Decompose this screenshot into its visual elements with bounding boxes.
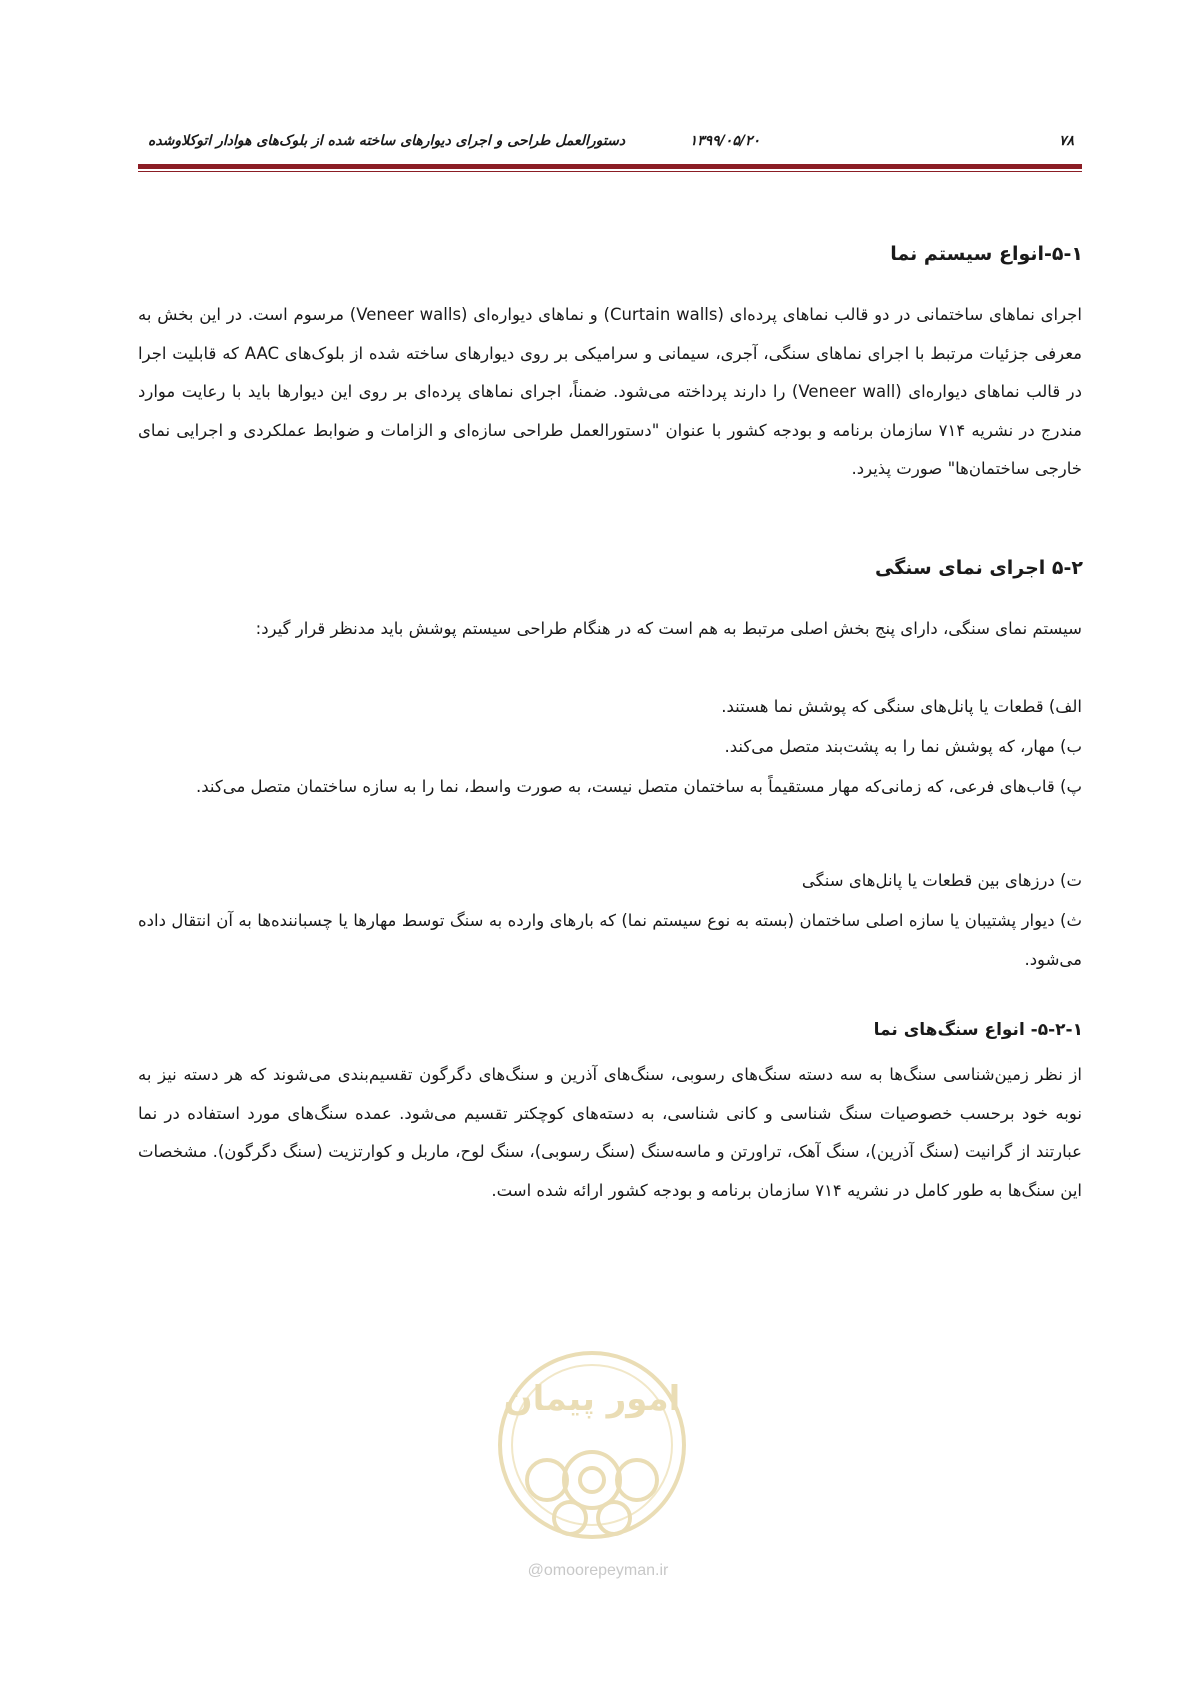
header-rule xyxy=(138,164,1082,169)
list-item-alef: الف) قطعات یا پانل‌های سنگی که پوشش نما هستند. xyxy=(721,697,1082,716)
header-date: ۱۳۹۹/۰۵/۲۰ xyxy=(689,133,760,149)
page-number: ۷۸ xyxy=(1058,133,1074,149)
list-item-be: ب) مهار، که پوشش نما را به پشت‌بند متصل می‌کند. xyxy=(724,737,1082,756)
section-heading-5-2-1: ۵-۲-۱- انواع سنگ‌های نما xyxy=(873,1020,1083,1040)
section-heading-5-2: ۵-۲ اجرای نمای سنگی xyxy=(874,557,1083,579)
section-5-2-1-paragraph: از نظر زمین‌شناسی سنگ‌ها به سه دسته سنگ‌های رسوبی، سنگ‌های آذرین و سنگ‌های دگرگون تقسیم‌بندی می‌شوند که هر دسته نیز به نوبه خود برحسب خصوصیات سنگ شناسی و کانی شناسی، به دسته‌های کوچکتر تقسیم می‌شود. عمده سنگ‌های مورد استفاده در نما عبارتند از گرانیت (سنگ آذرین)، سنگ آهک، تراورتن و ماسه‌سنگ (سنگ رسوبی)، سنگ لوح، ماربل و کوارتزیت (سنگ دگرگون). مشخصات این سنگ‌ها به طور کامل در نشریه ۷۱۴ سازمان برنامه و بودجه کشور ارائه شده است. xyxy=(138,1065,1082,1200)
page-header xyxy=(138,128,1082,154)
header-title: دستورالعمل طراحی و اجرای دیوارهای ساخته شده از بلوک‌های هوادار اتوکلاوشده xyxy=(148,133,626,149)
list-item-pe: پ) قاب‌های فرعی، که زمانی‌که مهار مستقیماً به ساختمان متصل نیست، به صورت واسط، نما را به سازه ساختمان متصل می‌کند. xyxy=(195,777,1082,796)
section-5-2-intro: سیستم نمای سنگی، دارای پنج بخش اصلی مرتبط به هم است که در هنگام طراحی سیستم پوشش باید مدنظر قرار گیرد: xyxy=(255,619,1082,638)
list-item-te: ت) درزهای بین قطعات یا پانل‌های سنگی xyxy=(801,871,1082,890)
section-5-1-paragraph: اجرای نماهای ساختمانی در دو قالب نماهای پرده‌ای (Curtain walls) و نماهای دیواره‌ای (Veneer walls) مرسوم است. در این بخش به معرفی جزئیات مرتبط با اجرای نماهای سنگی، آجری، سیمانی و سرامیکی بر روی دیوارهای ساخته شده از بلوک‌های AAC که قابلیت اجرا در قالب نماهای دیواره‌ای (Veneer wall) را دارند پرداخته می‌شود. ضمناً، اجرای نماهای پرده‌ای بر روی این دیوارها باید با رعایت موارد مندرج در نشریه ۷۱۴ سازمان برنامه و بودجه کشور با عنوان "دستورالعمل طراحی سازه‌ای و الزامات و ضوابط عملکردی و اجرایی نمای خارجی ساختمان‌ها" صورت پذیرد. xyxy=(138,305,1082,478)
gear-icon xyxy=(527,1452,657,1534)
list-item-se: ث) دیوار پشتیبان یا سازه اصلی ساختمان (بسته به نوع سیستم نما) که بارهای وارده به سنگ توسط مهارها یا چسباننده‌ها به آن انتقال داده می‌شود. xyxy=(138,911,1082,969)
watermark-logo xyxy=(492,1340,692,1580)
header-rule-thin xyxy=(138,171,1082,172)
watermark-logo-text: امور پیمان xyxy=(503,1379,681,1419)
watermark-url: @omoorepeyman.ir xyxy=(527,1562,669,1579)
section-heading-5-1: ۵-۱-انواع سیستم نما xyxy=(890,243,1083,265)
